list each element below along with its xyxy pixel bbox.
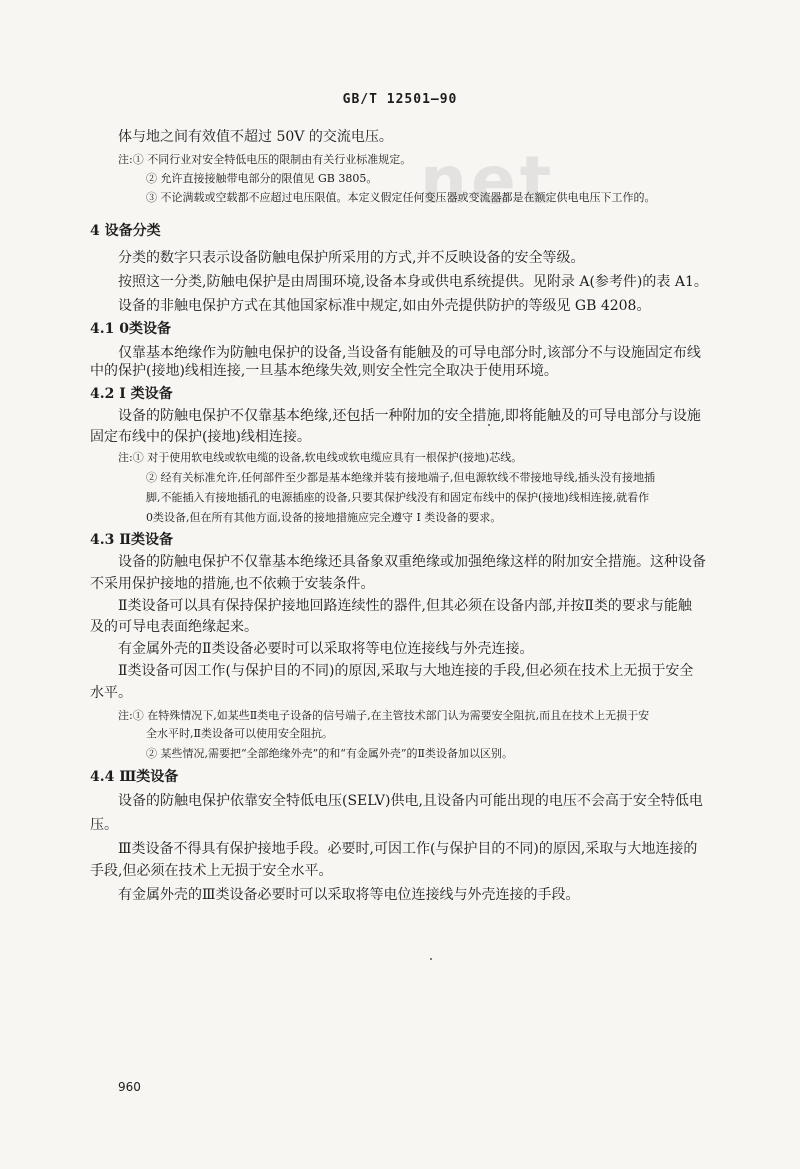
note-line: 0类设备,但在所有其他方面,设备的接地措施应完全遵守 I 类设备的要求。 bbox=[146, 511, 502, 524]
body-line: 不采用保护接地的措施,也不依赖于安装条件。 bbox=[90, 576, 375, 592]
body-line: 有金属外壳的Ⅱ类设备必要时可以采取将等电位连接线与外壳连接。 bbox=[118, 641, 534, 657]
body-line: 压。 bbox=[90, 817, 118, 833]
note-line: 注:① 对于使用软电线或软电缆的设备,软电线或软电缆应具有一根保护(接地)芯线。 bbox=[118, 451, 523, 464]
note-line: ② 某些情况,需要把“全部绝缘外壳”的和“有金属外壳”的Ⅱ类设备加以区别。 bbox=[146, 747, 513, 760]
body-line: 手段,但必须在技术上无损于安全水平。 bbox=[90, 863, 333, 879]
body-line: 及的可导电表面绝缘起来。 bbox=[90, 619, 258, 635]
body-line: 有金属外壳的Ⅲ类设备必要时可以采取将等电位连接线与外壳连接的手段。 bbox=[118, 887, 580, 903]
note-line: 全水平时,Ⅱ类设备可以使用安全阻抗。 bbox=[146, 727, 333, 740]
note-line: ② 允许直接接触带电部分的限值见 GB 3805。 bbox=[146, 172, 378, 185]
body-line: 设备的防触电保护不仅靠基本绝缘,还包括一种附加的安全措施,即将能触及的可导电部分与设施 bbox=[118, 408, 701, 424]
body-line: 按照这一分类,防触电保护是由周围环境,设备本身或供电系统提供。见附录 A(参考件)的表 A1。 bbox=[118, 274, 708, 290]
body-line: Ⅱ类设备可以具有保持保护接地回路连续性的器件,但其必须在设备内部,并按Ⅱ类的要求与能触 bbox=[118, 598, 692, 614]
watermark: net bbox=[420, 142, 556, 219]
body-line: 中的保护(接地)线相连接,一旦基本绝缘失效,则安全性完全取决于使用环境。 bbox=[90, 363, 558, 379]
note-line: 注:① 在特殊情况下,如某些Ⅱ类电子设备的信号端子,在主管技术部门认为需要安全阻抗,而且在技术上无损于安 bbox=[118, 709, 650, 722]
body-line: 体与地之间有效值不超过 50V 的交流电压。 bbox=[118, 129, 393, 145]
note-line: 注:① 不同行业对安全特低电压的限制由有关行业标准规定。 bbox=[118, 153, 412, 166]
body-line: 设备的防触电保护依靠安全特低电压(SELV)供电,且设备内可能出现的电压不会高于安全特低电 bbox=[118, 793, 703, 809]
scan-speck bbox=[488, 424, 490, 426]
section-heading: 4.4 Ⅲ类设备 bbox=[90, 769, 179, 785]
body-line: 固定布线中的保护(接地)线相连接。 bbox=[90, 429, 311, 445]
body-line: Ⅲ类设备不得具有保护接地手段。必要时,可因工作(与保护目的不同)的原因,采取与大地连接的 bbox=[118, 841, 698, 857]
body-line: 设备的非触电保护方式在其他国家标准中规定,如由外壳提供防护的等级见 GB 4208。 bbox=[118, 298, 651, 314]
standard-code-header: GB/T 12501—90 bbox=[342, 92, 458, 107]
scan-speck bbox=[430, 958, 432, 960]
body-line: 设备的防触电保护不仅靠基本绝缘还具备象双重绝缘或加强绝缘这样的附加安全措施。这种设备 bbox=[118, 554, 706, 570]
section-heading: 4.2 I 类设备 bbox=[90, 386, 173, 402]
body-line: 水平。 bbox=[90, 685, 132, 701]
section-heading: 4.1 0类设备 bbox=[90, 321, 171, 337]
page-number: 960 bbox=[118, 1080, 141, 1094]
section-heading: 4.3 Ⅱ类设备 bbox=[90, 532, 174, 548]
note-line: 脚,不能插入有接地插孔的电源插座的设备,只要其保护线没有和固定布线中的保护(接地)线相连接,就看作 bbox=[146, 491, 650, 504]
body-line: 仅靠基本绝缘作为防触电保护的设备,当设备有能触及的可导电部分时,该部分不与设施固定布线 bbox=[118, 345, 701, 361]
body-line: 分类的数字只表示设备防触电保护所采用的方式,并不反映设备的安全等级。 bbox=[118, 250, 585, 266]
note-line: ② 经有关标准允许,任何部件至少都是基本绝缘并装有接地端子,但电源软线不带接地导线,插头没有接地插 bbox=[146, 471, 655, 484]
body-line: Ⅱ类设备可因工作(与保护目的不同)的原因,采取与大地连接的手段,但必须在技术上无损于安全 bbox=[118, 663, 694, 679]
section-heading: 4 设备分类 bbox=[90, 223, 161, 239]
note-line: ③ 不论满载或空载都不应超过电压限值。本定义假定任何变压器或变流器都是在额定供电电压下工作的。 bbox=[146, 191, 656, 204]
